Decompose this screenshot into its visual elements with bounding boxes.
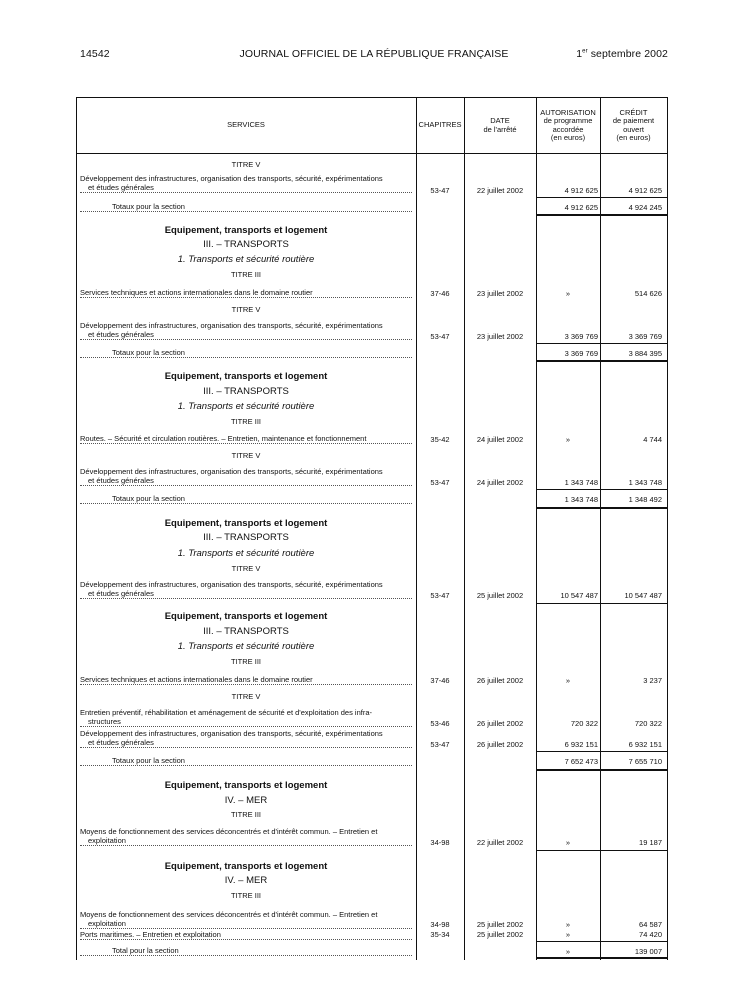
service-line: et études générales [80,589,412,599]
total-rule [536,507,667,509]
direction-heading: III. – TRANSPORTS [203,386,289,397]
service-line: Développement des infrastructures, organisation des transports, sécurité, expérimentations [80,467,383,476]
titre-heading: TITRE V [231,160,261,169]
total-credit: 139 007 [634,947,662,956]
cell-rule [536,343,667,344]
service-line: structures [80,717,412,727]
service-line: Ports maritimes. – Entretien et exploitation [80,930,412,940]
service-line: et études générales [80,476,412,486]
credit-cell: 4 912 625 [628,186,662,195]
table-border-right [667,98,668,960]
titre-heading: TITRE V [231,451,261,460]
section-total-label: Totaux pour la section [80,348,412,358]
chapitre-cell: 34-98 [430,920,450,929]
allocation-table [76,97,668,960]
date-cell: 24 juillet 2002 [476,435,524,444]
chapitre-cell: 53-46 [430,719,450,728]
service-line: Développement des infrastructures, organisation des transports, sécurité, expérimentations [80,174,383,183]
total-autorisation: 1 343 748 [564,495,598,504]
titre-heading: TITRE III [231,810,261,819]
autorisation-cell: » [565,676,571,685]
autorisation-cell: » [565,920,571,929]
ministry-heading: Equipement, transports et logement [164,861,328,872]
titre-heading: TITRE III [231,891,261,900]
direction-heading: IV. – MER [224,795,268,806]
col-divider [416,98,417,960]
service-line: et études générales [80,183,412,193]
service-line: Moyens de fonctionnement des services déconcentrés et d'intérêt commun. – Entretien et [80,910,378,919]
service-line: Entretien préventif, réhabilitation et aménagement de sécurité et d'exploitation des infra- [80,708,373,717]
autorisation-cell: » [565,838,571,847]
issue-date: 1er septembre 2002 [576,48,668,60]
total-autorisation: 7 652 473 [564,757,598,766]
total-autorisation: 4 912 625 [564,203,598,212]
date-cell: 22 juillet 2002 [476,186,524,195]
direction-heading: III. – TRANSPORTS [203,532,289,543]
credit-cell: 514 626 [634,289,662,298]
cell-rule [536,751,667,752]
subsection-heading: 1. Transports et sécurité routière [177,641,315,652]
chapitre-cell: 53-47 [430,740,450,749]
date-cell: 23 juillet 2002 [476,289,524,298]
header-rule [76,153,668,154]
chapitre-cell: 53-47 [430,591,450,600]
chapitre-cell: 37-46 [430,289,450,298]
col-divider [464,98,465,960]
total-credit: 1 348 492 [628,495,662,504]
ministry-heading: Equipement, transports et logement [164,371,328,382]
section-total-label: Totaux pour la section [80,756,412,766]
titre-heading: TITRE III [231,417,261,426]
subsection-heading: 1. Transports et sécurité routière [177,254,315,265]
subsection-heading: 1. Transports et sécurité routière [177,548,315,559]
ministry-heading: Equipement, transports et logement [164,225,328,236]
autorisation-cell: 6 932 151 [564,740,598,749]
cell-rule [536,850,667,851]
credit-cell: 10 547 487 [624,591,662,600]
col-header-chapitres: CHAPITRES [418,120,462,130]
credit-cell: 6 932 151 [628,740,662,749]
section-total-label: Totaux pour la section [80,202,412,212]
page-number: 14542 [80,48,110,60]
total-autorisation: » [565,947,571,956]
col-header-autorisation: AUTORISATION de programme accordée (en euros) [540,107,596,142]
autorisation-cell: 720 322 [570,719,598,728]
credit-cell: 3 369 769 [628,332,662,341]
credit-cell: 1 343 748 [628,478,662,487]
col-divider [536,98,537,960]
autorisation-cell: 10 547 487 [560,591,598,600]
direction-heading: IV. – MER [224,875,268,886]
titre-heading: TITRE V [231,692,261,701]
service-line: exploitation [80,919,412,929]
service-line: et études générales [80,330,412,340]
credit-cell: 3 237 [643,676,662,685]
date-cell: 25 juillet 2002 [476,930,524,939]
ministry-heading: Equipement, transports et logement [164,518,328,529]
cell-rule [536,197,667,198]
chapitre-cell: 35-42 [430,435,450,444]
section-total-label: Total pour la section [80,946,412,956]
total-rule [536,214,667,216]
total-autorisation: 3 369 769 [564,349,598,358]
date-cell: 26 juillet 2002 [476,676,524,685]
chapitre-cell: 34-98 [430,838,450,847]
credit-cell: 4 744 [643,435,662,444]
date-cell: 23 juillet 2002 [476,332,524,341]
journal-title: JOURNAL OFFICIEL DE LA RÉPUBLIQUE FRANÇAISE [239,48,509,60]
chapitre-cell: 37-46 [430,676,450,685]
direction-heading: III. – TRANSPORTS [203,239,289,250]
credit-cell: 720 322 [634,719,662,728]
autorisation-cell: 3 369 769 [564,332,598,341]
autorisation-cell: 4 912 625 [564,186,598,195]
date-cell: 22 juillet 2002 [476,838,524,847]
autorisation-cell: » [565,930,571,939]
total-credit: 4 924 245 [628,203,662,212]
service-line: exploitation [80,836,412,846]
total-rule [536,360,667,362]
chapitre-cell: 53-47 [430,478,450,487]
service-line: Développement des infrastructures, organisation des transports, sécurité, expérimentations [80,580,383,589]
cell-rule [536,941,667,942]
ministry-heading: Equipement, transports et logement [164,780,328,791]
col-header-credit: CRÉDIT de paiement ouvert (en euros) [612,107,655,142]
date-cell: 26 juillet 2002 [476,740,524,749]
service-line: Services techniques et actions internationales dans le domaine routier [80,288,412,298]
service-line: et études générales [80,738,412,748]
date-cell: 25 juillet 2002 [476,920,524,929]
col-header-services: SERVICES [227,120,265,130]
subsection-heading: 1. Transports et sécurité routière [177,401,315,412]
service-line: Développement des infrastructures, organisation des transports, sécurité, expérimentations [80,321,383,330]
ministry-heading: Equipement, transports et logement [164,611,328,622]
autorisation-cell: » [565,289,571,298]
service-line: Services techniques et actions internationales dans le domaine routier [80,675,412,685]
credit-cell: 64 587 [639,920,662,929]
service-line: Développement des infrastructures, organisation des transports, sécurité, expérimentations [80,729,383,738]
section-total-label: Totaux pour la section [80,494,412,504]
titre-heading: TITRE V [231,305,261,314]
service-line: Routes. – Sécurité et circulation routières. – Entretien, maintenance et fonctionnement [80,434,412,444]
chapitre-cell: 35-34 [430,930,450,939]
col-divider [600,98,601,960]
total-credit: 7 655 710 [628,757,662,766]
date-cell: 24 juillet 2002 [476,478,524,487]
cell-rule [536,489,667,490]
titre-heading: TITRE III [231,270,261,279]
cell-rule [536,603,667,604]
date-cell: 25 juillet 2002 [476,591,524,600]
chapitre-cell: 53-47 [430,332,450,341]
titre-heading: TITRE V [231,564,261,573]
direction-heading: III. – TRANSPORTS [203,626,289,637]
autorisation-cell: 1 343 748 [564,478,598,487]
credit-cell: 19 187 [639,838,662,847]
total-credit: 3 884 395 [628,349,662,358]
titre-heading: TITRE III [231,657,261,666]
credit-cell: 74 420 [639,930,662,939]
autorisation-cell: » [565,435,571,444]
total-rule [536,769,667,771]
chapitre-cell: 53-47 [430,186,450,195]
service-line: Moyens de fonctionnement des services déconcentrés et d'intérêt commun. – Entretien et [80,827,378,836]
date-cell: 26 juillet 2002 [476,719,524,728]
col-header-date: DATE de l'arrêté [483,116,517,134]
total-rule [536,957,667,959]
